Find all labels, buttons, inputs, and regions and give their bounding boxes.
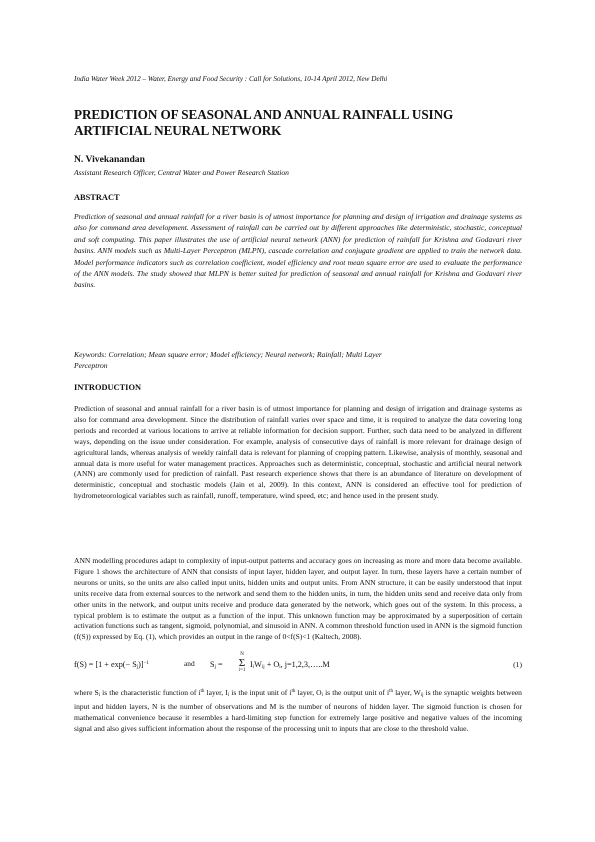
eq-w-sub: ij [261, 665, 265, 670]
introduction-heading: INTRODUCTION [74, 383, 142, 392]
abstract-heading: ABSTRACT [74, 193, 120, 202]
eq-s-sub: j [214, 665, 216, 670]
equation-rhs-lead [210, 660, 223, 670]
sum-bottom: i=1 [238, 668, 246, 673]
equation-1 [74, 652, 522, 676]
abstract-text: Prediction of seasonal and annual rainfall for a river basin is of utmost importance for planning and design of irrigation and drainage systems as also for command area development. Assessment of rainfall can be carried out by different approaches like deterministic, stochastic, conceptual and soft computing. This paper illustrates the use of artificial neural network (ANN) for prediction of rainfall for Krishna and Godavari river basins. ANN models such as Multi-Layer Perceptron (MLPN), cascade correlation and conjugate gradient are applied to train the network data. Model performance indicators such as correlation coefficient, model efficiency and root mean square error are used to evaluate the performance of the ANN models. The study showed that MLPN is better suited for prediction of seasonal and annual rainfall for Krishna and Godavari river basins. [74, 212, 522, 290]
intro-paragraph-1: Prediction of seasonal and annual rainfall for a river basin is of utmost importance for planning and design of irrigation and drainage systems as also for command area development. Since the distribution of rainfall varies over space and time, it is required to analyze the data covering long periods and recorded at various locations to arrive at reliable information for decision support. Further, such data need to be analyzed in different ways, depending on the issue under consideration. For example, analysis of consecutive days of rainfall is more relevant for drainage design of agricultural lands, whereas analysis of weekly rainfall data is relevant for planning of cropping pattern. Likewise, analysis of monthly, seasonal and annual data is more useful for water management practices. Approaches such as deterministic, conceptual, stochastic and artificial neural network (ANN) are commonly used for prediction of rainfall. Past research experience shows that there is an abundance of literature on development of deterministic, conceptual and stochastic models (Jain et al, 2009). In this context, ANN is considered an effective tool for prediction of hydrometeorological variables such as rainfall, runoff, temperature, wind speed, etc; and hence used in the present study. [74, 404, 522, 501]
equation-lhs [74, 660, 149, 670]
eq-i: I [250, 660, 253, 669]
author-name: N. Vivekanandan [74, 154, 145, 165]
eq-lhs-sub: j [136, 665, 139, 670]
eq-tail: , j=1,2,3,…..M [280, 660, 330, 669]
eq-lhs-text: f(S) = [1 + exp(− S [74, 660, 137, 669]
intro-paragraph-3: where $S_i$ is the characteristic function of $i^{th}$ layer, $I_i$ is the input unit of $i^{th}$ layer, $O_i$ is the output unit of $i^{th}$ layer, $W_{ij}$ is the synaptic weights between input and hidden layers, N is the number of observations and M is the number of neurons of hidden layer. The sigmoid function is chosen for mathematical convenience because it resembles a hard-limiting step function for extremely large positive and negative values of the incoming signal and also gives sufficient information about the response of the processing unit to inputs that are close to the threshold value. [74, 688, 522, 733]
eq-plus-o: + O [264, 660, 280, 669]
paper-title: PREDICTION OF SEASONAL AND ANNUAL RAINFALL USING ARTIFICIAL NEURAL NETWORK [74, 107, 454, 138]
eq-lhs-sup: −1 [143, 661, 149, 666]
keywords: Keywords: Correlation; Mean square error; Model efficiency; Neural network; Rainfall; Multi Layer Perceptron [74, 350, 382, 370]
sum-top: N [240, 652, 244, 657]
eq-equals: = [215, 660, 223, 669]
eq-w: W [254, 660, 262, 669]
running-header: India Water Week 2012 – Water, Energy and Food Security : Call for Solutions, 10-14 April 2012, New Delhi [74, 75, 388, 83]
eq-i-sub: i [252, 665, 255, 670]
eq-lhs-close: )] [138, 660, 144, 669]
equation-number: (1) [513, 660, 522, 669]
eq-s: S [210, 660, 215, 669]
equation-and: and [184, 659, 195, 668]
author-affiliation: Assistant Research Officer, Central Water and Power Research Station [74, 168, 289, 177]
eq-o-sub: i [279, 665, 281, 670]
summation-symbol [236, 652, 248, 674]
equation-rhs-body [250, 660, 330, 670]
sigma-glyph: Σ [238, 657, 246, 669]
intro-paragraph-2: ANN modelling procedures adapt to complexity of input-output patterns and accuracy goes on increasing as more and more data become available. Figure 1 shows the architecture of ANN that consists of input layer, hidden layer, and output layer. In turn, these layers have a certain number of neurons or units, so the units are also called input units, hidden units and output units. From ANN structure, it can be easily understood that input units receive data from external sources to the network and send them to the hidden units, in turn, the hidden units send and receive data only from other units in the network, and output units receive and produce data generated by the network, which goes out of the system. In this process, a typical problem is to estimate the output as a function of the input. This unknown function may be approximated by a superposition of certain activation functions such as tangent, sigmoid, polynomial, and sinusoid in ANN. A common threshold function used in ANN is the sigmoid function (f(S)) expressed by Eq. (1), which provides an output in the range of 0<f(S)<1 (Kaltech, 2008). [74, 556, 522, 642]
